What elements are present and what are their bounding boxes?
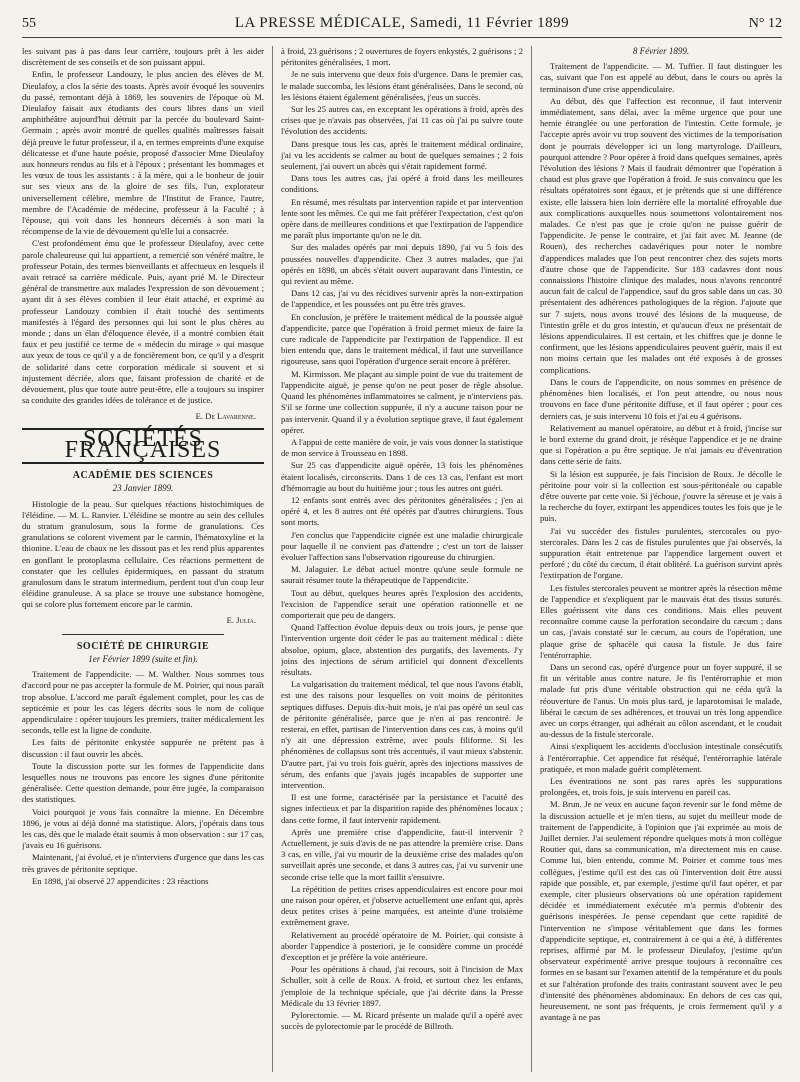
- paragraph: La répétition de petites crises appendiculaires est encore pour moi une raison pour opérer, et j'observe actuellement une enfant qui, après deux petites crises à peine marquées, est atteinte d'une troisième extrêmement grave.: [281, 883, 523, 928]
- academy-signature: E. Julia.: [226, 614, 256, 625]
- chirurgie-title: SOCIÉTÉ DE CHIRURGIE: [76, 640, 210, 652]
- academy-date: 23 Janvier 1899.: [112, 483, 174, 494]
- paragraph: Sur les 25 autres cas, en exceptant les opérations à froid, après des crises que je n'avais pas observées, j'ai 11 cas où j'ai pu suivre toute l'évolution des accidents.: [281, 104, 523, 137]
- paragraph: Les fistules stercorales peuvent se montrer après la résection même de l'appendice et s'expliquent par le mauvais état des tissus suturés. Elles guérissent vite dans ces conditions. Mais elles peuvent reconnaître comme cause la perforation secondaire du cæcum ; dans un cas, j'avais constaté sur le cæcum, au cours de l'opération, une plaque grise de sphacèle qui causa la fistule. Je dus faire l'entérorraphie.: [540, 582, 782, 660]
- paragraph: à froid, 23 guérisons ; 2 ouvertures de foyers enkystés, 2 guérisons ; 2 péritonites généralisées, 1 mort.: [281, 46, 523, 68]
- paragraph: Enfin, le professeur Landouzy, le plus ancien des élèves de M. Dieulafoy, a clos la série des toasts. Après avoir évoqué les souvenirs du passé, remontant déjà à 1869, les souvenirs de l'époque où M. Dieulafoy faisait aux étudiants des cours libres dans un vieil amphithéâtre aujourd'hui détruit par la percée du boulevard Saint-Germain ; après avoir montré de quelles qualités maîtresses faisait déjà preuve le futur professeur, il a, en termes empreints d'une exquise délicatesse et d'une haute poésie, proposé d'associer Mme Dieulafoy aux honneurs rendus au fils et à l'époux ; présentant les hommages et les vœux de tous les assistants : à la mère, qui a le bonheur de jouir sur ses vieux ans de la gloire de ses fils, l'un, explorateur universellement célèbre, membre de l'Institut de France, l'autre, membre de l'Académie de médecine, professeur à la Faculté ; à l'épouse, qui voit dans les honneurs décernés à son mari la récompense de la vie de dévouement qu'elle lui a consacrée.: [22, 69, 264, 237]
- paragraph: Dans tous les autres cas, j'ai opéré à froid dans les meilleures conditions.: [281, 173, 523, 195]
- column-divider: [531, 46, 532, 1072]
- paragraph: Traitement de l'appendicite. — M. Walther. Nous sommes tous d'accord pour ne pas accepter la formule de M. Poirier, qui nous paraît trop absolue. L'accord me paraît également complet, pour les cas de septicémie et pour les cas légers décrits sous le nom de colique appendiculaire : opérer toujours les premiers, traiter médicalement les seconds, telle est la ligne de conduite.: [22, 669, 264, 736]
- paragraph: Dans presque tous les cas, après le traitement médical ordinaire, j'ai vu les accidents se calmer au bout de quelques semaines ; 2 fois seulement, j'ai ouvert un abcès qui s'était rapidement formé.: [281, 138, 523, 172]
- column-divider: [272, 46, 273, 1072]
- paragraph: Traitement de l'appendicite. — M. Tuffier. Il faut distinguer les cas, suivant que l'on est appelé au début, dans le cours ou après la terminaison d'une crise appendiculaire.: [540, 61, 782, 94]
- paragraph: M. Jalaguier. Le débat actuel montre qu'une seule formule ne saurait résumer toute la thérapeutique de l'appendicite.: [281, 564, 523, 586]
- paragraph: Relativement au procédé opératoire de M. Poirier, qui consiste à aborder l'appendice à posteriori, je le considère comme un procédé d'exception et je préfère la voie antérieure.: [281, 929, 523, 963]
- paragraph: Relativement au manuel opératoire, au début et à froid, j'incise sur le bord externe du grand droit, je résèque l'appendice et je ne draine que si l'opération a pu être septique. Je n'ai jamais eu d'éventration dans cette série de faits.: [540, 422, 782, 467]
- paragraph: A l'appui de cette manière de voir, je vais vous donner la statistique de mon service à Trousseau en 1898.: [281, 436, 523, 459]
- paragraph: En conclusion, je préfère le traitement médical de la poussée aiguë d'appendicite, parce que l'opération à froid permet mieux de faire la cure radicale de l'appendicite par l'extirpation de l'appendice. Il est bien entendu que, dans le traitement médical, il faut une surveillance rigoureuse, sans quoi l'opération d'urgence serait encore à préférer.: [281, 311, 523, 367]
- column-2: [281, 46, 523, 1072]
- paragraph: Au début, dès que l'affection est reconnue, il faut intervenir immédiatement, sans délai, avec la même urgence que pour une hernie étranglée ou une perforation de l'intestin. Cette formule, je l'accepte après avoir vu trop souvent des victimes de la temporisation dont je pourrais développer ici un long martyrologe. D'ailleurs, pourquoi attendre ? Pour opérer à froid dans quelques semaines, après l'évolution des lésions ? Mais il faudrait démontrer que l'opération à chaud est plus grave que l'opération à froid. Je suis convaincu que les résultats opératoires sont égaux, et je prétends que si une différence existe, elle laissera bien loin derrière elle la mortalité effroyable due aux complications auxquelles nous soumettons volontairement nos malades. Ce n'est pas que je croie qu'on ne puisse guérir de l'appendicite. Je pense le contraire, et j'ai fait avec M. Jeanne (de Rouen), des recherches cadavériques pour noter le nombre d'appendices malades que l'on peut rencontrer chez des sujets morts d'autre chose que de l'appendicite. Sur 183 cadavres dont nous connaissions l'histoire clinique des malades, nous n'avons rencontré aucun fait de calcul de l'appendice, sauf du gros sable dans un cas. 30 présentaient des adhérences pathologiques de la région. J'ajoute que sur 7 sujets, nous avons trouvé des lésions de la muqueuse, de l'intestin grêle et du gros intestin, et qu'aucun d'eux ne présentait de lésions appendiculaires. Il est certain, et les chiffres que je donne le confirment, que les lésions appendiculaires peuvent guérir, mais il est non moins certain que les malades ont été exposés à de grosses complications.: [540, 95, 782, 375]
- paragraph: Quand l'affection évolue depuis deux ou trois jours, je pense que l'intervention urgente doit céder le pas au traitement médical : diète absolue, opium, glace, abstention des purgatifs, des lavements. J'y joins des injections de sérum artificiel qui donnent d'excellents résultats.: [281, 622, 523, 677]
- journal-title: LA PRESSE MÉDICALE, Samedi, 11 Février 1899: [234, 15, 570, 31]
- paragraph: J'en conclus que l'appendicite cignée est une maladie chirurgicale pour laquelle il ne convient pas d'attendre ; c'est un tort de laisser évoluer l'affection sans l'observation rigoureuse du chirurgien.: [281, 529, 523, 562]
- paragraph: Les faits de péritonite enkystée suppurée ne prêtent pas à discussion : il faut ouvrir les abcès.: [22, 737, 264, 759]
- paragraph: Pylorectomie. — M. Ricard présente un malade qu'il a opéré avec succès de pylorectomie par le procédé de Billroth.: [281, 1010, 523, 1032]
- paragraph: Je ne suis intervenu que deux fois d'urgence. Dans le premier cas, le malade succomba, les lésions étant généralisées. Dans le second, où les lésions étaient également généralisées, j'eus un succès.: [281, 69, 523, 102]
- paragraph: La vulgarisation du traitement médical, tel que nous l'avons établi, est une des raisons pour lesquelles on voit moins de péritonites septiques diffuses. Depuis dix-huit mois, je n'ai pas opéré un seul cas de péritonite généralisée, parce que je n'en ai pas rencontré. Je resterai, en effet, partisan de l'intervention dans ces cas, à moins qu'il n'y ait une dépression extrême, avec pouls filiforme. Si les phénomènes de collapsus sont très accentués, il vaut mieux s'abstenir. D'autre part, j'ai vu trois fois guérir, après des injections massives de sérum, des enfants que j'avais jugés incapables de supporter une intervention.: [281, 679, 523, 790]
- author-signature: E. De Lavarenne.: [195, 410, 256, 421]
- column-3: [540, 46, 782, 1072]
- session-date: 8 Février 1899.: [632, 46, 690, 56]
- paragraph: Voici pourquoi je vous fais connaître la mienne. En Décembre 1896, je vous ai déjà donné ma statistique. Alors, j'opérais dans tous les cas, dès que le malade était soumis à mon observation : sur 17 cas, j'avais eu 16 guérisons.: [22, 806, 264, 851]
- page-header: [22, 12, 782, 38]
- paragraph: Tout au début, quelques heures après l'explosion des accidents, l'excision de l'appendice serait une opération rationnelle et ne comporterait que peu de dangers.: [281, 587, 523, 620]
- paragraph: 12 enfants sont entrés avec des péritonites généralisées ; j'en ai opéré 4, et les 8 autres ont été opérés par d'autres chirurgiens. Tous sont morts.: [281, 494, 523, 528]
- paragraph: Après une première crise d'appendicite, faut-il intervenir ? Actuellement, je suis d'avis de ne pas attendre la première crise. Dans 3 cas, en ville, j'ai vu mourir de la deuxième crise des malades qu'on surveillait après une seconde, et dans 3 autres cas, j'ai vu survenir une seconde crise telle que la mort faillit s'ensuivre.: [281, 826, 523, 882]
- column-1: [22, 46, 264, 1072]
- paragraph: Toute la discussion porte sur les formes de l'appendicite dans lesquelles nous ne trouvons pas encore les signes d'une péritonite généralisée. Cette question demande, pour être jugée, la comparaison des statistiques.: [22, 760, 264, 805]
- paragraph: J'ai vu succéder des fistules purulentes, stercorales ou pyo-stercorales. Dans les 2 cas de fistules purulentes que j'ai observés, la suppuration était entretenue par l'appendice largement ouvert et perforé ; du côté du cæcum, il était oblitéré. La guérison survint après l'extirpation de l'organe.: [540, 525, 782, 581]
- paragraph: Dans le cours de l'appendicite, on nous sommes en présence de phénomènes bien localisés, et l'on peut attendre, ou nous nous trouvons en face d'une péritonite diffuse, et il faut opérer ; pour ces derniers cas, je suis intervenu 10 fois et j'ai eu 4 guérisons.: [540, 376, 782, 421]
- paragraph: En 1898, j'ai observé 27 appendicites : 23 réactions: [32, 875, 209, 886]
- paragraph: Si la lésion est suppurée, je fais l'incision de Roux. Je décolle le péritoine pour voir si la collection est sous-péritonéale ou capable d'être ouverte par cette voie. Si j'échoue, j'ouvre la séreuse et je vais à la recherche du foyer, extirpant les appendices toutes les fois que je le puis.: [540, 468, 782, 524]
- paragraph: les suivant pas à pas dans leur carrière, toujours prêt à les aider discrètement de ses conseils et de son puissant appui.: [22, 46, 264, 68]
- divider: [62, 634, 224, 635]
- paragraph: Il est une forme, caractérisée par la persistance et l'acuité des signes infectieux et par la disparition rapide des phénomènes locaux ; dans cette forme, il faut intervenir rapidement.: [281, 792, 523, 825]
- page-number: 55: [22, 16, 36, 31]
- paragraph: Sur 25 cas d'appendicite aiguë opérée, 13 fois les phénomènes étaient localisés, circonscrits. Dans 1 de ces 13 cas, l'enfant est mort d'hémorragie au bout du huitième jour ; tous les autres ont guéri.: [281, 460, 523, 493]
- paragraph: Ainsi s'expliquent les accidents d'occlusion intestinale consécutifs à l'entérorraphie. Cet appendice fut réséqué, l'entérorraphie latérale pratiquée, et mon malade guérit complètement.: [540, 741, 782, 774]
- academy-paragraph: Histologie de la peau. Sur quelques réactions histochimiques de l'éléidine. — M. L. Ranvier. L'éléidine se montre au sein des cellules du stratum granulosum, sous la forme de granulations. Ces granulations se colorent vivement par le carmin, l'hématoxyline et la thionine. L'eau de chaux ne les dissout pas et les rend plus apparentes en gonflant le protoplasma cellulaire. Ces réactions permettent de constater que les cellules épidermiques, en passant du stratum granulosum dans le stratum intermedium, perdent tout d'un coup leur éléidine granuleuse. A sa place se trouve une substance homogène, qui se colore plus fortement encore par le carmin.: [22, 498, 264, 610]
- paragraph: Les éventrations ne sont pas rares après les suppurations prolongées, et, trois fois, je suis intervenu en pareil cas.: [540, 776, 782, 798]
- newspaper-page: [22, 12, 782, 1072]
- paragraph: Pour les opérations à chaud, j'ai recours, soit à l'incision de Max Schuller, soit à celle de Roux. A froid, et surtout chez les enfants, j'emploie de la technique spéciale, que j'ai décrite dans la Presse Médicale du 13 février 1897.: [281, 964, 523, 1008]
- paragraph: En résumé, mes résultats par intervention rapide et par intervention lente sont les mêmes. Ce qui me fait préférer l'expectation, c'est qu'on opère dans de meilleures conditions et que l'extirpation de l'appendice me paraît plus importante qu'on ne le dit.: [281, 196, 523, 241]
- section-title: SOCIÉTÉS FRANÇAISES: [64, 425, 222, 463]
- paragraph: Sur des malades opérés par moi depuis 1890, j'ai vu 5 fois des poussées nouvelles d'appendicite. Chez 3 autres malades, que j'ai opérés en 1898, un abcès s'était ouvert auparavant dans l'intestin, ce qui revient au même.: [281, 242, 523, 287]
- issue-number: N° 12: [748, 16, 782, 31]
- paragraph: M. Brun. Je ne veux en aucune façon revenir sur le fond même de la discussion actuelle et je m'en tiens, au sujet du meilleur mode de traitement de l'appendicite, à l'opinion que j'ai exprimée au mois de Juillet dernier. J'ai seulement répondre quelques mots à mon collègue Routier qui, dans sa communication, m'a directement mis en cause. Comme lui, bien entendu, comme M. Poirier et comme tous mes collègues, j'estime qu'il est des cas où l'intervention doit être aussi rapide que possible, et, par exemple, j'estime qu'il faut opérer, et par exemple, citer plusieurs observations où une opération rapidement décidée et immédiatement exécutée m'a permis d'obtenir des guérisons inespérées. Je pense cependant que cette rapidité de l'intervention ne s'impose véritablement que dans les formes d'appendicite septique, et, contrairement à ce qui a été, à différentes reprises, affirmé par M. le professeur Dieulafoy, j'estime qu'un observateur expérimenté arrive presque toujours à reconnaître ces formes en se basant sur l'examen attentif de la température et du pouls et sur l'altération profonde des traits contrastant souvent avec le peu d'intensité des phénomènes abdominaux. En dehors de ces cas qui, heureusement, ne sont pas fréquents, je crois fermement qu'il y a avantage à ne pas: [540, 799, 782, 1023]
- paragraph: Maintenant, j'ai évolué, et je n'interviens d'urgence que dans les cas très graves de péritonite septique.: [22, 852, 264, 874]
- paragraph: C'est profondément ému que le professeur Dieulafoy, avec cette parole chaleureuse qui lui appartient, a remercié son vénéré maître, le professeur Potain, des termes bienveillants et affectueux en lesquels il avait retracé sa carrière médicale. Puis, ayant prié M. le Directeur général de transmettre aux malades l'expression de son dévouement ; ayant dit à ses élèves combien il leur était attaché, et exprimé au professeur Landouzy combien il était touché des sentiments manifestés à l'égard des personnes qui lui sont le plus chères au monde ; dans un élan d'éloquence élevée, il a montré combien était faux et peu justifié ce terme de « médecin du mirage » qui masque aux yeux de tous ce qu'il y a de foncièrement bon, ce qu'il y a d'esprit de solidarité dans cette corporation médicale si souvent et si injustement décriée, alors que, faisant profession de charité et de dévouement, plus que toute autre peut-être, elle a toujours su inspirer sa conduite des grandes idées de tolérance et de justice.: [22, 238, 264, 406]
- academy-title: ACADÉMIE DES SCIENCES: [72, 470, 214, 482]
- paragraph: Dans 12 cas, j'ai vu des récidives survenir après la non-extirpation de l'appendice, et les poussées ont pu être très graves.: [281, 288, 523, 310]
- chirurgie-date: 1er Février 1899 (suite et fin).: [88, 653, 198, 664]
- text-columns: [22, 46, 782, 1072]
- paragraph: Dans un second cas, opéré d'urgence pour un foyer suppuré, il se fit un véritable anus contre nature. Je fis l'entérorraphie et mon malade fut pris d'une véritable obstruction qui ne céda qu'à la réouverture de l'anus. Un mois plus tard, je laparotomisai le malade, libérai le cæcum de ses adhérences, et trouvai un très long appendice avec un corps étranger, qui adhérait au côlon ascendant, et le coudait au-dessus de la fistule stercorale.: [540, 661, 782, 740]
- paragraph: M. Kirmisson. Me plaçant au simple point de vue du traitement de l'appendicite aiguë, je pense qu'on ne peut poser de règle absolue. Quand les phénomènes inflammatoires se calment, je n'interviens pas. S'il se forme une collection suppurée, il n'y a aucune raison pour ne pas intervenir. Quand il y a évolution septique grave, il faut également opérer.: [281, 368, 523, 435]
